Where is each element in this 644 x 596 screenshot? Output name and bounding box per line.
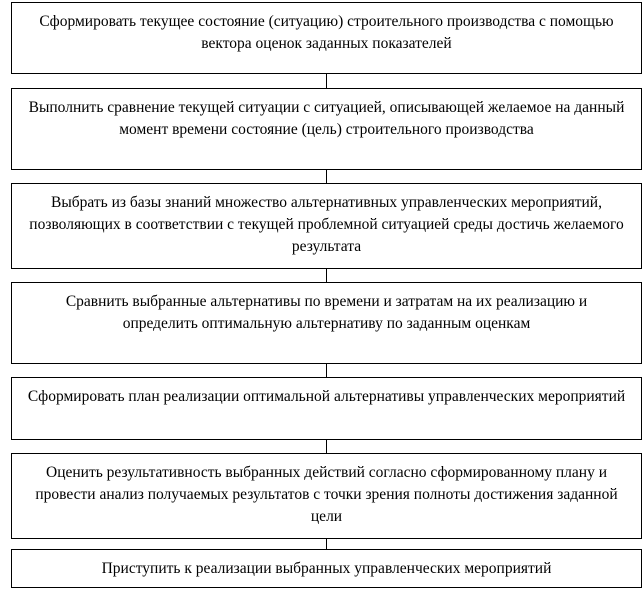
step-3-text: Выбрать из базы знаний множество альтернативных управленческих мероприятий, позволяющих в соответствии с текущей проблемной ситуацией среды достичь желаемого результата — [29, 194, 624, 255]
step-3-box — [11, 183, 642, 269]
step-7-box — [11, 549, 642, 588]
step-5-text: Сформировать план реализации оптимальной альтернативы управленческих мероприятий — [27, 388, 626, 405]
connector-5-6 — [326, 440, 327, 453]
connector-1-2 — [326, 74, 327, 88]
connector-3-4 — [326, 269, 327, 282]
step-4-text: Сравнить выбранные альтернативы по времени и затратам на их реализацию и определить оптимальную альтернативу по заданным оценкам — [65, 293, 588, 332]
step-2-box — [11, 88, 642, 170]
connector-4-5 — [326, 364, 327, 377]
step-5-box — [11, 377, 642, 440]
step-4-box — [11, 282, 642, 364]
step-6-text: Оценить результативность выбранных действий согласно сформированному плану и провести анализ получаемых результатов с точки зрения полноты достижения заданной цели — [35, 464, 618, 525]
step-2-text: Выполнить сравнение текущей ситуации с ситуацией, описывающей желаемое на данный момент времени состояние (цель) строительного производства — [28, 99, 625, 138]
connector-6-7 — [326, 539, 327, 549]
step-6-box — [11, 453, 642, 539]
step-1-text: Сформировать текущее состояние (ситуацию) строительного производства с помощью вектора оценок заданных показателей — [39, 13, 614, 52]
step-1-box — [11, 2, 642, 74]
step-7-text: Приступить к реализации выбранных управленческих мероприятий — [101, 560, 552, 577]
connector-2-3 — [326, 170, 327, 183]
